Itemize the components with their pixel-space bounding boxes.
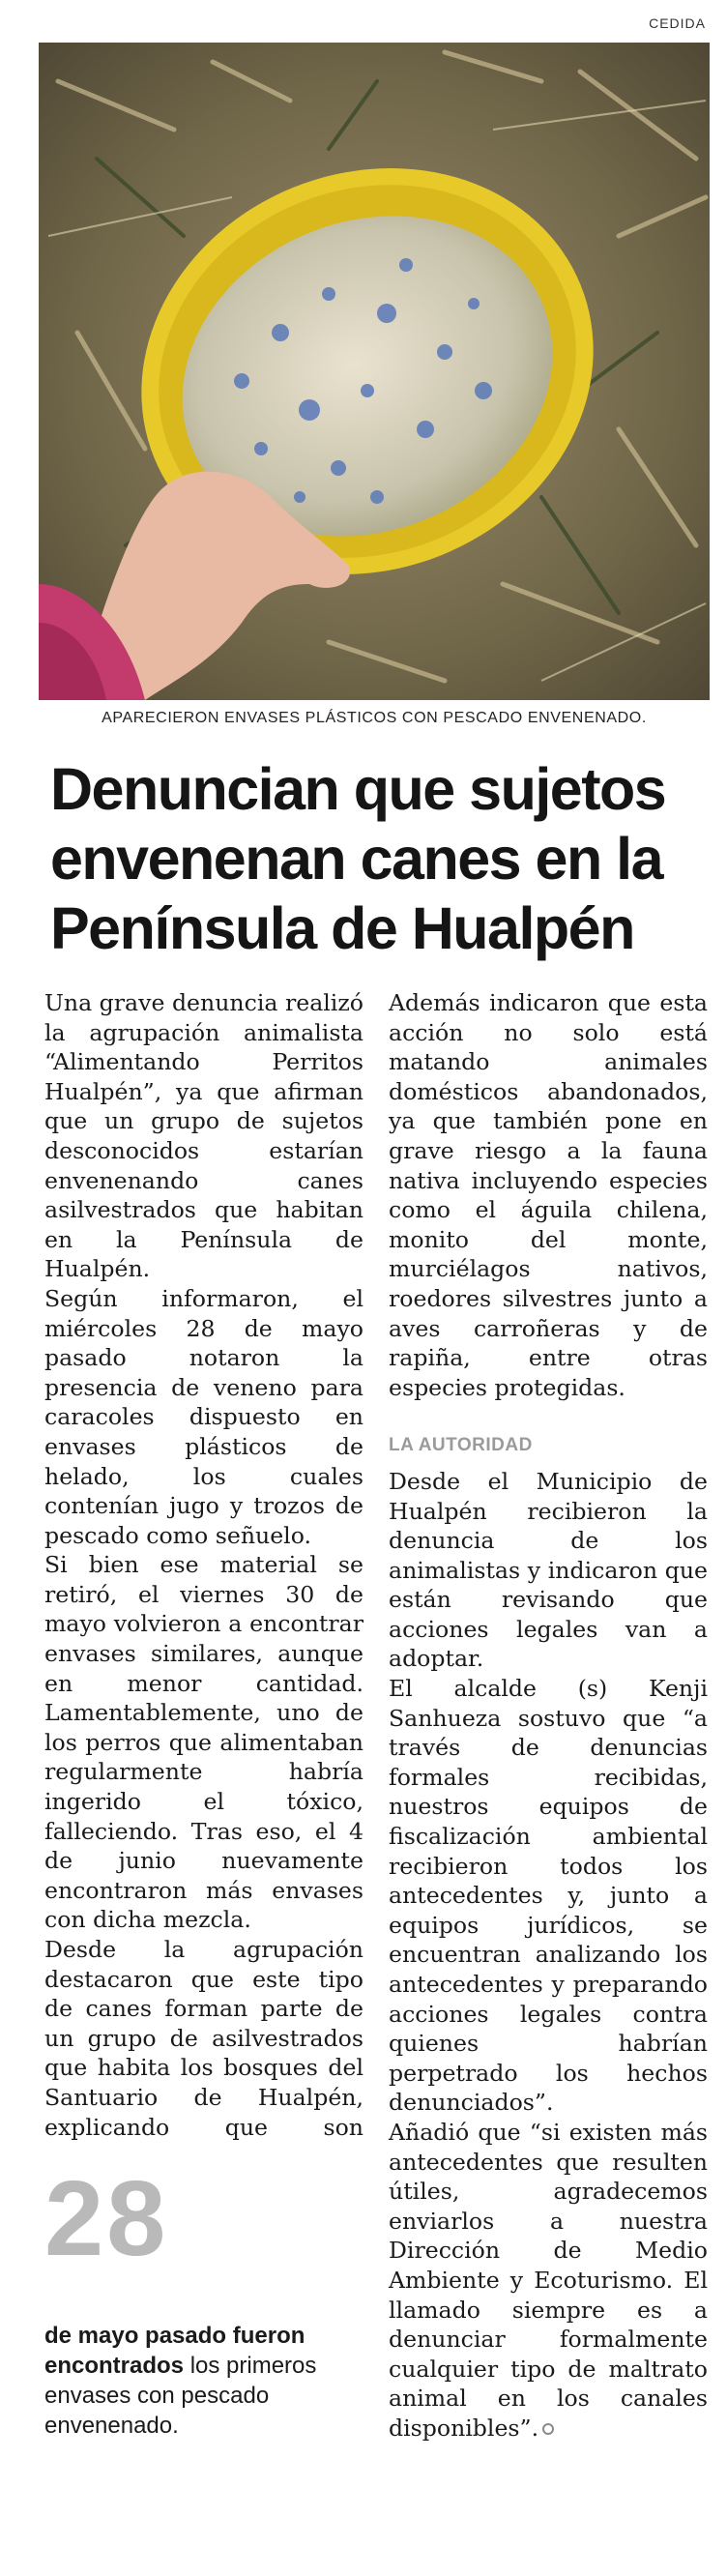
article-photo xyxy=(39,43,710,700)
paragraph-mayor-quote: El alcalde (s) Kenji Sanhueza sostuvo que “a través de denuncias formales recibidas, nuestros equipos de fiscalización ambiental recibieron todos los antecedentes y, junto a equipos jurídicos, se encuentran analizando los antecedentes y preparando acciones legales contra quienes habrían perpetrado los hechos denunciados”. xyxy=(389,1675,708,2117)
paragraph-discovery: Según informaron, el miércoles 28 de mayo pasado notaron la presencia de veneno para caracoles dispuesto en envases plásticos de helado, los cuales contenían jugo y trozos de pescado como señuelo. xyxy=(44,1284,364,1549)
article-headline: Denuncian que sujetos envenenan canes en la Península de Hualpén xyxy=(50,756,666,961)
paragraph-municipality: Desde el Municipio de Hualpén recibieron la denuncia de los animalistas y indicaron que están revisando que acciones legales van a adoptar. xyxy=(389,1467,708,1673)
paragraph-intro: Una grave denuncia realizó la agrupación animalista “Alimentando Perritos Hualpén”, ya que afirman que un grupo de sujetos desconocidos estarían envenenando canes asilvestrados que habitan en la Península de Hualpén. xyxy=(44,989,364,1283)
callout-text xyxy=(44,2321,364,2441)
callout-bold-text: de mayo pasado fueron encontrados xyxy=(44,2323,305,2379)
article-column-right xyxy=(389,988,708,2444)
closing-text: Añadió que “si existen más antecedentes que resulten útiles, agradecemos enviarlos a nuestra Dirección de Medio Ambiente y Ecoturismo. El llamado siempre es a denunciar formalmente cualquier tipo de maltrato animal en los canales disponibles”. xyxy=(389,2118,708,2442)
photo-caption: APARECIERON ENVASES PLÁSTICOS CON PESCADO ENVENENADO. xyxy=(102,710,647,726)
paragraph-dogs-description: Desde la agrupación destacaron que este tipo de canes forman parte de un grupo de asilvestrados que habita los bosques del Santuario de Hualpén, explicando que son xyxy=(44,1936,364,2141)
paragraph-closing xyxy=(389,2118,708,2444)
callout-rest-text: los primeros envases con pescado envenenado. xyxy=(44,2353,317,2439)
paragraph-second-finding: Si bien ese material se retiró, el viernes 30 de mayo volvieron a encontrar envases similares, aunque en menor cantidad. Lamentablemente, uno de los perros que alimentaban regularmente habría ingerido el tóxico, falleciendo. Tras eso, el 4 de junio nuevamente encontraron más envases con dicha mezcla. xyxy=(44,1551,364,1934)
article-column-left xyxy=(44,988,364,2142)
paragraph-fauna-risk: Además indicaron que esta acción no solo está matando animales domésticos abandonados, ya que también pone en grave riesgo a la fauna nativa incluyendo especies como el águila chilena, monito del monte, murciélagos nativos, roedores silvestres junto a aves carroñeras y de rapiña, entre otras especies protegidas. xyxy=(389,989,708,1401)
section-subhead: LA AUTORIDAD xyxy=(389,1435,533,1456)
callout-number: 28 xyxy=(44,2159,169,2278)
photo-credit: CEDIDA xyxy=(649,15,706,31)
end-of-article-icon xyxy=(542,2423,554,2435)
